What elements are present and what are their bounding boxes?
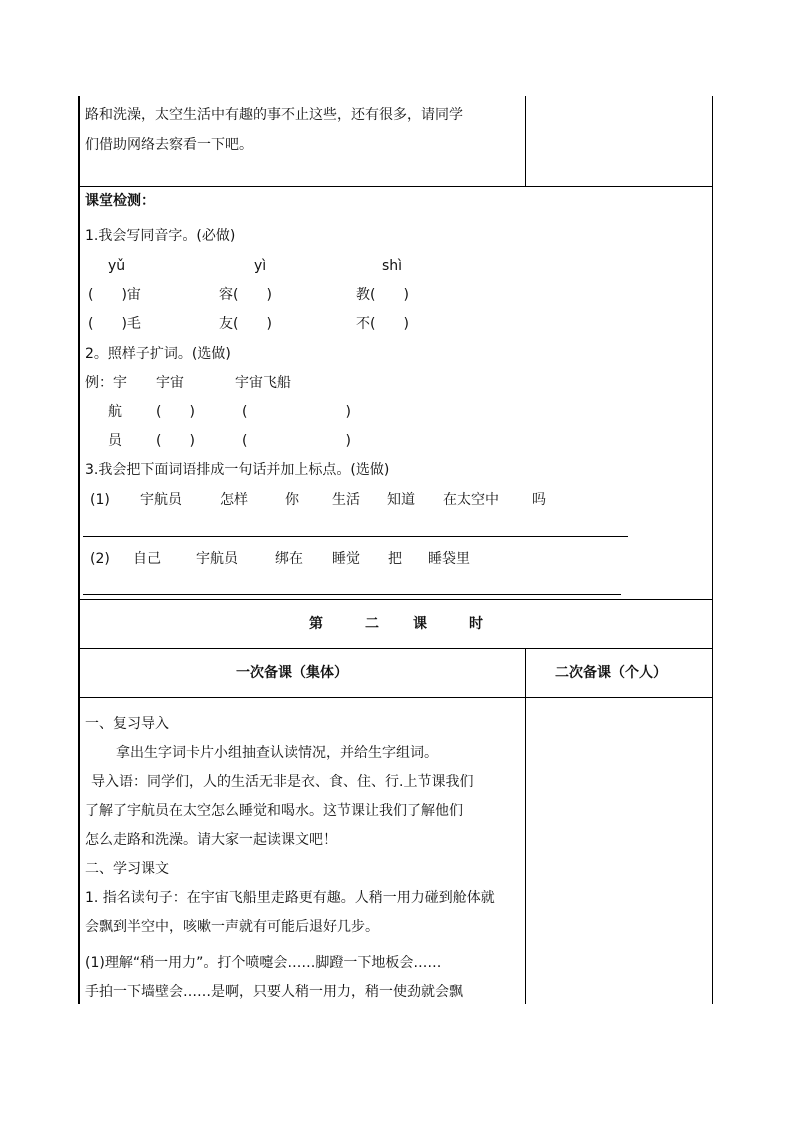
pinyin: shì [382, 258, 403, 274]
word: 把 [388, 551, 402, 567]
pinyin: yì [254, 258, 267, 274]
example-word: 宇宙 [156, 375, 184, 391]
word: (1) [90, 492, 110, 508]
section-title: 二、学习课文 [85, 861, 169, 877]
row-divider [78, 697, 713, 698]
paragraph-line: 怎么走路和洗澡。请大家一起读课文吧！ [85, 832, 337, 848]
lesson-title-char: 课 [413, 616, 427, 632]
column-header-individual: 二次备课（个人） [555, 665, 667, 681]
table-right-border [712, 96, 713, 1004]
section-title: 一、复习导入 [85, 716, 169, 732]
pinyin: yǔ [108, 258, 126, 274]
paragraph-line: 导入语：同学们，人的生活无非是衣、食、住、行.上节课我们 [91, 774, 474, 790]
fill-blank: 教( ) [356, 287, 409, 303]
fill-blank: ( ) [156, 433, 195, 449]
row-divider [78, 186, 713, 187]
word: 生活 [332, 492, 360, 508]
word: 自己 [133, 551, 161, 567]
column-divider-bottom [525, 648, 526, 1004]
paragraph-line: 会飘到半空中，咳嗽一声就有可能后退好几步。 [85, 919, 379, 935]
text-line: 路和洗澡，太空生活中有趣的事不止这些，还有很多，请同学 [85, 107, 463, 123]
word: 怎样 [220, 492, 248, 508]
paragraph-line: (1)理解“稍一用力”。打个喷嚏会……脚蹬一下地板会…… [85, 955, 442, 971]
fill-blank: ( ) [242, 433, 351, 449]
word: 睡觉 [332, 551, 360, 567]
lesson-title-char: 第 [309, 616, 323, 632]
paragraph-line: 手拍一下墙壁会……是啊，只要人稍一用力，稍一使劲就会飘 [85, 984, 463, 1000]
expand-char: 航 [108, 404, 122, 420]
word: 你 [285, 492, 299, 508]
fill-blank: ( ) [156, 404, 195, 420]
paragraph-line: 了解了宇航员在太空怎么睡觉和喝水。这节课让我们了解他们 [85, 803, 463, 819]
word: 睡袋里 [428, 551, 470, 567]
row-divider [78, 648, 713, 649]
fill-blank: ( )毛 [88, 316, 141, 332]
column-divider-top [525, 96, 526, 187]
fill-blank: 友( ) [219, 316, 272, 332]
word: 绑在 [275, 551, 303, 567]
expand-char: 员 [108, 433, 122, 449]
question-title: 1.我会写同音字。(必做) [85, 228, 236, 244]
word: 宇航员 [196, 551, 238, 567]
paragraph-line: 1. 指名读句子：在宇宙飞船里走路更有趣。人稍一用力碰到舱体就 [85, 890, 495, 906]
lesson-title-char: 时 [469, 616, 483, 632]
example-word: 宇宙飞船 [235, 375, 291, 391]
row-divider [78, 599, 713, 600]
example-word: 例：宇 [85, 375, 127, 391]
question-title: 2。照样子扩词。(选做) [85, 346, 231, 362]
fill-blank: ( ) [242, 404, 351, 420]
word: 宇航员 [140, 492, 182, 508]
section-heading: 课堂检测： [85, 193, 155, 209]
fill-blank: 不( ) [356, 316, 409, 332]
answer-underline [83, 594, 621, 595]
column-header-collective: 一次备课（集体） [236, 665, 348, 681]
table-left-border [78, 96, 80, 1004]
word: 吗 [532, 492, 546, 508]
question-title: 3.我会把下面词语排成一句话并加上标点。(选做) [85, 462, 390, 478]
paragraph-line: 拿出生字词卡片小组抽查认读情况，并给生字组词。 [116, 745, 438, 761]
lesson-title-char: 二 [365, 616, 379, 632]
answer-underline [83, 536, 628, 537]
word: 在太空中 [443, 492, 499, 508]
word: (2) [90, 551, 110, 567]
fill-blank: ( )宙 [88, 287, 141, 303]
fill-blank: 容( ) [219, 287, 272, 303]
text-line: 们借助网络去察看一下吧。 [85, 137, 253, 153]
word: 知道 [387, 492, 415, 508]
